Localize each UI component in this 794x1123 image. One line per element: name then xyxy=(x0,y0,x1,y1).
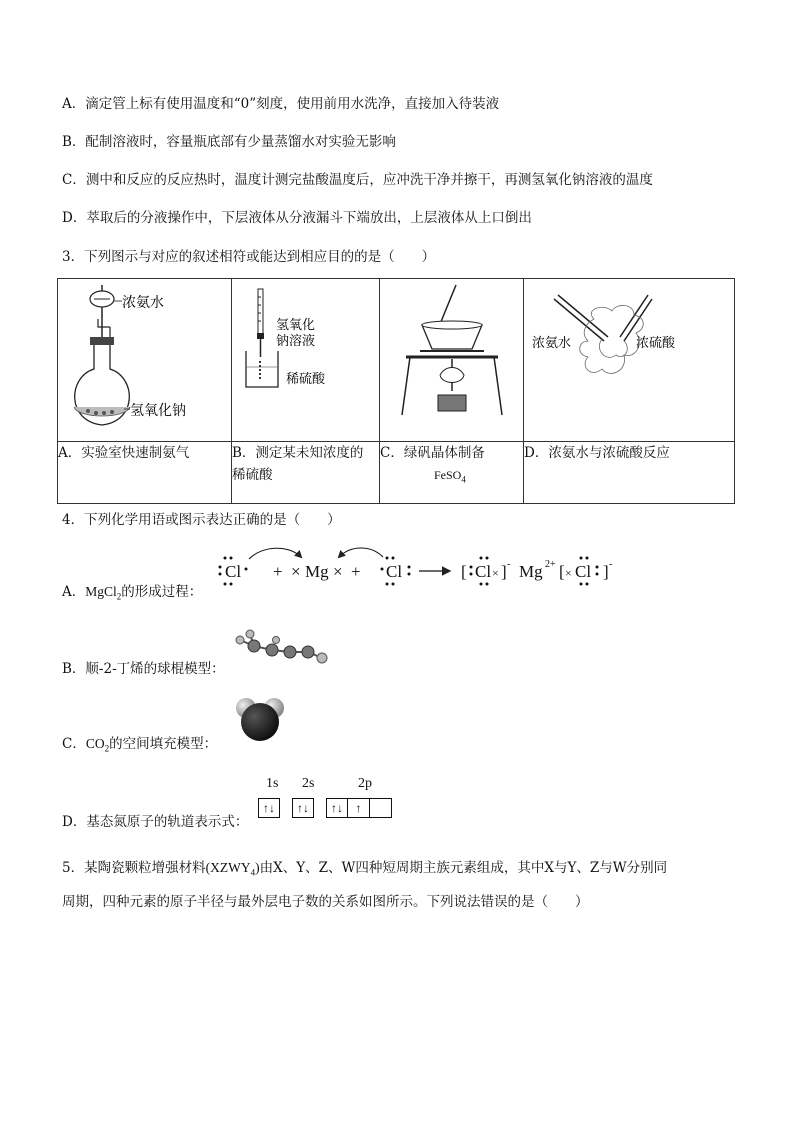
svg-text:Cl: Cl xyxy=(225,562,242,581)
label-conc-ammonia-d: 浓氨水 xyxy=(532,336,572,351)
label-naoh-2: 钠溶液 xyxy=(276,334,316,349)
figure-c-cell xyxy=(380,279,524,442)
orbital-label-1s: 1s xyxy=(266,776,279,791)
svg-text:×: × xyxy=(291,562,301,581)
label-conc-ammonia: 浓氨水 xyxy=(122,295,164,311)
cis-2-butene-ball-stick xyxy=(228,628,338,668)
svg-text:+: + xyxy=(273,562,283,581)
crucible-heating-figure xyxy=(380,279,522,437)
caption-c: C．绿矾晶体制备 FeSO$_4$ xyxy=(380,442,524,504)
orbital-box-2p-1: ↑↓ xyxy=(326,798,348,818)
q2-option-a: A．滴定管上标有使用温度和“0”刻度，使用前用水洗净，直接加入待装液 xyxy=(62,96,500,112)
svg-text:-: - xyxy=(507,559,511,570)
mgcl2-formation-equation xyxy=(215,545,635,591)
svg-text:×: × xyxy=(333,562,343,581)
caption-d: D．浓氨水与浓硫酸反应 xyxy=(524,442,735,504)
q5-line-2: 周期，四种元素的原子半径与最外层电子数的关系如图所示。下列说法错误的是（ ） xyxy=(62,894,589,910)
q4-option-d: D．基态氮原子的轨道表示式： xyxy=(62,814,249,830)
q2-option-b: B．配制溶液时，容量瓶底部有少量蒸馏水对实验无影响 xyxy=(62,134,396,150)
label-naoh: 氢氧化钠 xyxy=(130,403,186,419)
q2-option-c: C．测中和反应的反应热时，温度计测完盐酸温度后，应冲洗干净并擦干，再测氢氧化钠溶液的温度 xyxy=(62,172,653,188)
orbital-label-2p: 2p xyxy=(358,776,372,791)
orbital-group-2p xyxy=(326,798,392,818)
ammonia-sulfuric-figure xyxy=(524,279,734,437)
svg-text:]: ] xyxy=(501,562,507,581)
label-dilute-h2so4: 稀硫酸 xyxy=(286,372,326,387)
q4-stem: 4．下列化学用语或图示表达正确的是（ ） xyxy=(62,512,341,528)
svg-text:Cl: Cl xyxy=(386,562,403,581)
co2-space-filling-model xyxy=(232,694,288,744)
caption-a: A．实验室快速制氨气 xyxy=(58,442,232,504)
svg-text:Mg: Mg xyxy=(519,562,543,581)
svg-text:×: × xyxy=(492,566,499,580)
orbital-box-2p-3 xyxy=(370,798,392,818)
q4-option-c: C．$CO_2$的空间填充模型： xyxy=(62,736,218,754)
svg-text:[: [ xyxy=(461,562,467,581)
q3-stem: 3．下列图示与对应的叙述相符或能达到相应目的的是（ ） xyxy=(62,249,436,265)
orbital-box-2p-2: ↑ xyxy=(348,798,370,818)
svg-text:-: - xyxy=(609,559,613,570)
svg-text:Cl: Cl xyxy=(575,562,592,581)
figure-b-cell xyxy=(232,279,380,442)
svg-text:]: ] xyxy=(603,562,609,581)
figure-d-cell xyxy=(524,279,735,442)
svg-text:×: × xyxy=(565,566,572,580)
label-naoh-1: 氢氧化 xyxy=(276,318,316,333)
q3-figure-table xyxy=(57,278,735,504)
svg-text:Mg: Mg xyxy=(305,562,329,581)
svg-text:+: + xyxy=(351,562,361,581)
ammonia-flask-figure xyxy=(58,279,230,437)
titration-figure xyxy=(232,279,378,437)
figure-a-cell xyxy=(58,279,232,442)
q4-option-b: B．顺-2-丁烯的球棍模型： xyxy=(62,661,225,677)
q4-option-a: A．MgCl$_2$的形成过程： xyxy=(62,584,203,602)
caption-b: B．测定某未知浓度的 稀硫酸 xyxy=(232,442,380,504)
q2-option-d: D．萃取后的分液操作中，下层液体从分液漏斗下端放出，上层液体从上口倒出 xyxy=(62,210,532,226)
orbital-box-1s: ↑↓ xyxy=(258,798,280,818)
nitrogen-orbital-diagram xyxy=(258,776,392,818)
q5-line-1: 5．某陶瓷颗粒增强材料$(XZWY_4)$由X、Y、Z、W四种短周期主族元素组成，其中X与Y、Z与W分别同 xyxy=(62,860,668,878)
svg-text:2+: 2+ xyxy=(545,559,556,570)
orbital-label-2s: 2s xyxy=(302,776,315,791)
svg-text:Cl: Cl xyxy=(475,562,492,581)
svg-text:[: [ xyxy=(559,562,565,581)
label-conc-h2so4-d: 浓硫酸 xyxy=(636,336,676,351)
orbital-box-2s: ↑↓ xyxy=(292,798,314,818)
